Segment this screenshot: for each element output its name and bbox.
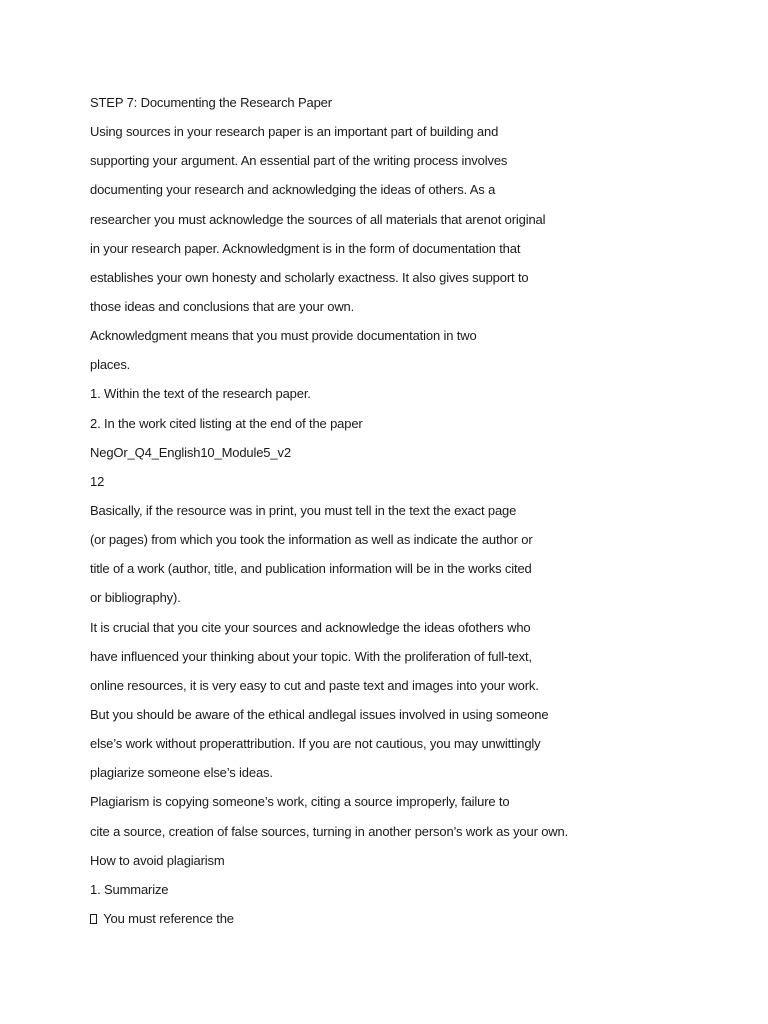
document-text: [90, 88, 750, 933]
paragraph-line: Basically, if the resource was in print, you must tell in the text the exact page: [90, 502, 517, 518]
paragraph-line: It is crucial that you cite your sources and acknowledge the ideas ofothers who: [90, 619, 531, 635]
module-code: NegOr_Q4_English10_Module5_v2: [90, 444, 291, 460]
heading-step-7: STEP 7: Documenting the Research Paper: [90, 95, 332, 110]
paragraph-line: in your research paper. Acknowledgment is in the form of documentation that: [90, 240, 521, 256]
bullet-line: [90, 904, 750, 933]
paragraph-line: have influenced your thinking about your topic. With the proliferation of full-text,: [90, 648, 532, 664]
paragraph-line: Acknowledgment means that you must provide documentation in two: [90, 328, 477, 344]
list-item: 1. Summarize: [90, 881, 169, 897]
paragraph-line: places.: [90, 357, 131, 373]
paragraph-line: title of a work (author, title, and publication information will be in the works cited: [90, 561, 532, 577]
paragraph-line: documenting your research and acknowledging the ideas of others. As a: [90, 182, 496, 198]
list-item: 2. In the work cited listing at the end of the paper: [90, 415, 363, 431]
paragraph-line: establishes your own honesty and scholarly exactness. It also gives support to: [90, 269, 529, 285]
list-item: 1. Within the text of the research paper.: [90, 386, 311, 402]
paragraph-line: Plagiarism is copying someone’s work, citing a source improperly, failure to: [90, 794, 510, 810]
paragraph-line: or bibliography).: [90, 590, 181, 606]
paragraph-line: online resources, it is very easy to cut and paste text and images into your work.: [90, 677, 539, 693]
page-number: 12: [90, 473, 105, 489]
paragraph-line: Using sources in your research paper is an important part of building and: [90, 124, 499, 140]
paragraph-line: researcher you must acknowledge the sources of all materials that arenot original: [90, 211, 546, 227]
paragraph-line: supporting your argument. An essential part of the writing process involves: [90, 153, 508, 169]
section-heading: How to avoid plagiarism: [90, 852, 225, 868]
paragraph-line: But you should be aware of the ethical andlegal issues involved in using someone: [90, 706, 549, 722]
paragraph-line: else’s work without properattribution. If you are not cautious, you may unwittingly: [90, 736, 541, 752]
paragraph-line: plagiarize someone else’s ideas.: [90, 765, 273, 781]
missing-glyph-icon: [90, 914, 97, 924]
paragraph-line: those ideas and conclusions that are your own.: [90, 298, 355, 314]
paragraph-line: (or pages) from which you took the information as well as indicate the author or: [90, 532, 533, 548]
bullet-text: You must reference the: [100, 910, 234, 926]
paragraph-line: cite a source, creation of false sources, turning in another person’s work as your own.: [90, 823, 569, 839]
